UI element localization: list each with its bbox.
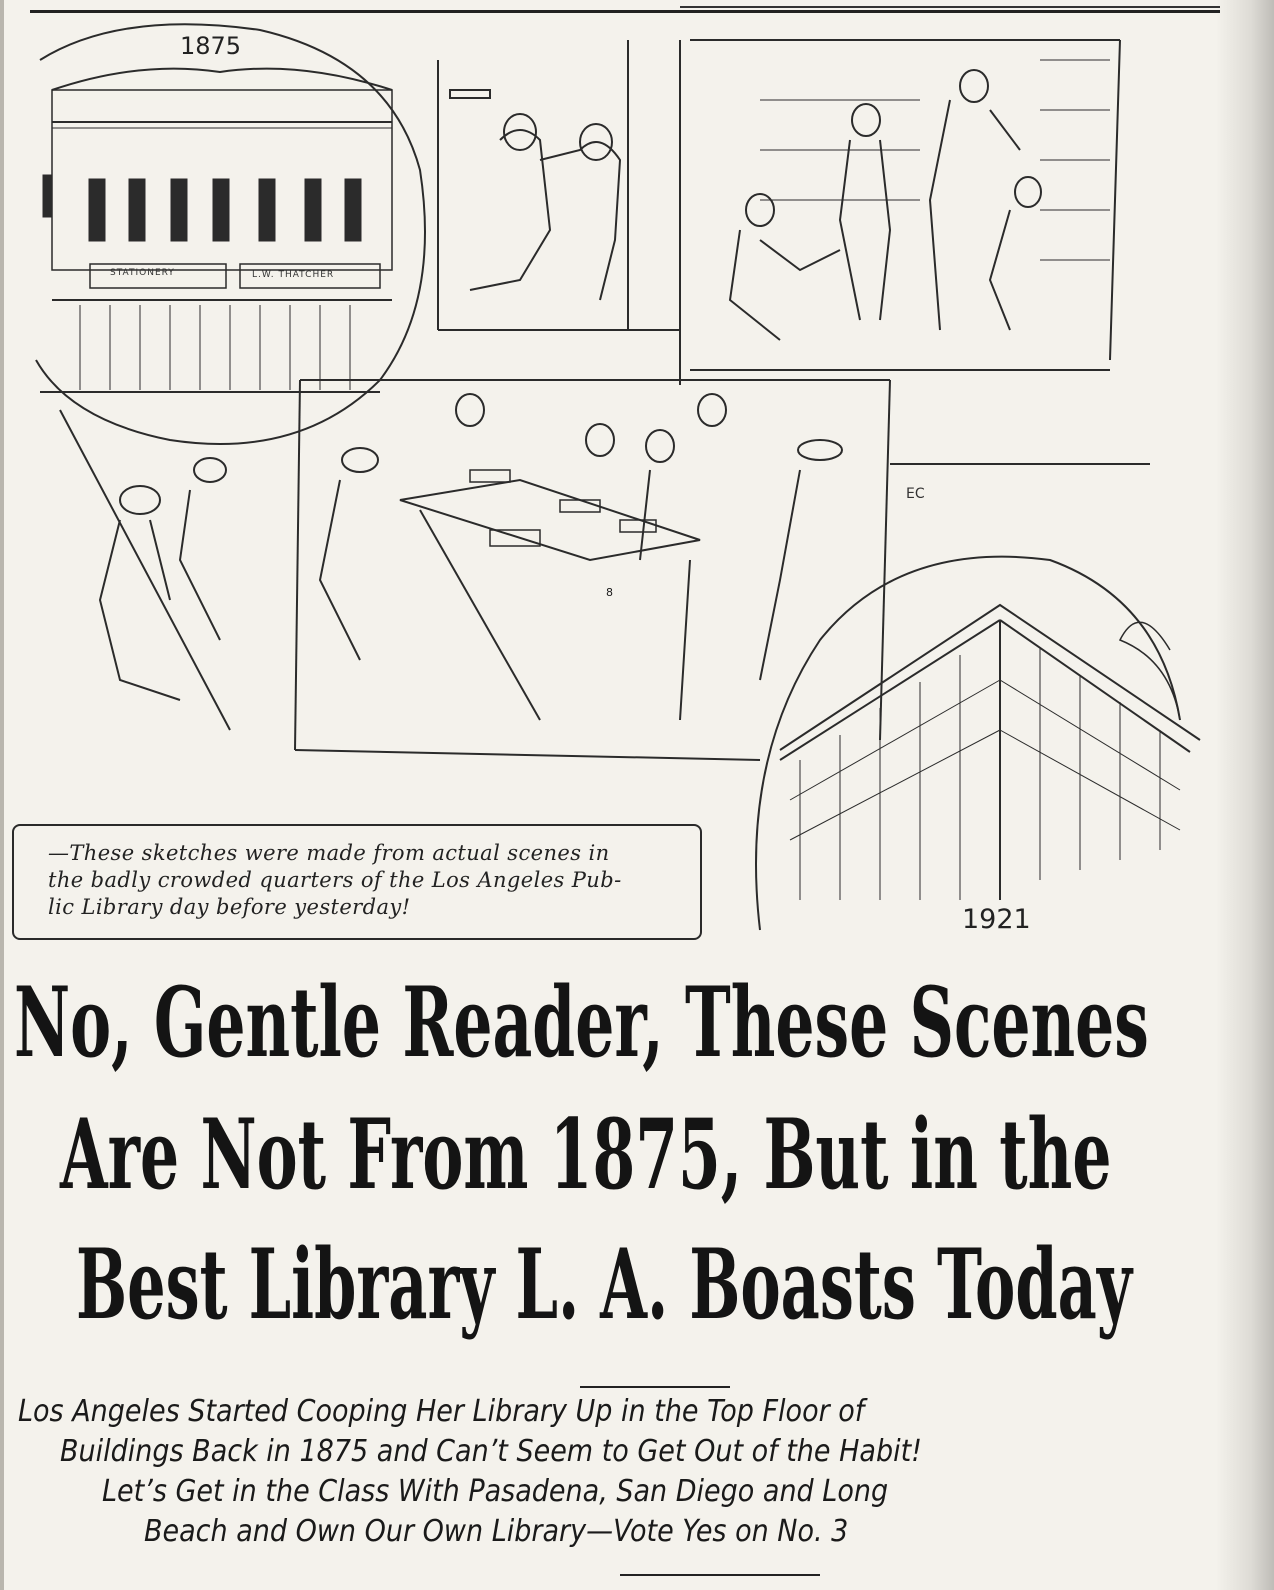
deck-top-rule: [580, 1386, 730, 1388]
caption-line: lic Library day before yesterday!: [48, 895, 411, 919]
deck-bottom-rule: [620, 1574, 820, 1576]
headline-line: Are Not From 1875, But in the: [60, 1098, 1112, 1211]
year-label-1921: 1921: [962, 904, 1031, 935]
caption-line: the badly crowded quarters of the Los Angeles Pub-: [48, 868, 622, 892]
deck-line: Let’s Get in the Class With Pasadena, San Diego and Long: [102, 1474, 889, 1509]
table-number: 8: [606, 586, 613, 599]
illustration-caption: [12, 824, 702, 940]
year-label-1875: 1875: [180, 32, 242, 60]
sketch-reading-room: [438, 40, 680, 385]
caption-line: —These sketches were made from actual scenes in: [48, 841, 610, 865]
sketch-1921-building: [756, 557, 1200, 930]
sketch-crowded-table: [295, 380, 890, 760]
storefront-sign-stationery: STATIONERY: [110, 268, 175, 278]
deck-line: Los Angeles Started Cooping Her Library Up in the Top Floor of: [18, 1394, 865, 1429]
sketch-women-reading: [60, 410, 230, 730]
storefront-sign-thatcher: L.W. THATCHER: [252, 270, 335, 280]
deck-line: Beach and Own Our Own Library—Vote Yes on No. 3: [144, 1514, 849, 1549]
headline-line: No, Gentle Reader, These Scenes: [14, 966, 1149, 1079]
deck-line: Buildings Back in 1875 and Can’t Seem to Get Out of the Habit!: [60, 1434, 923, 1469]
artist-initials: EC: [906, 486, 925, 502]
headline-line: Best Library L. A. Boasts Today: [76, 1228, 1132, 1341]
sketch-1875-building: [36, 24, 425, 444]
sketch-library-stacks: [690, 40, 1120, 370]
